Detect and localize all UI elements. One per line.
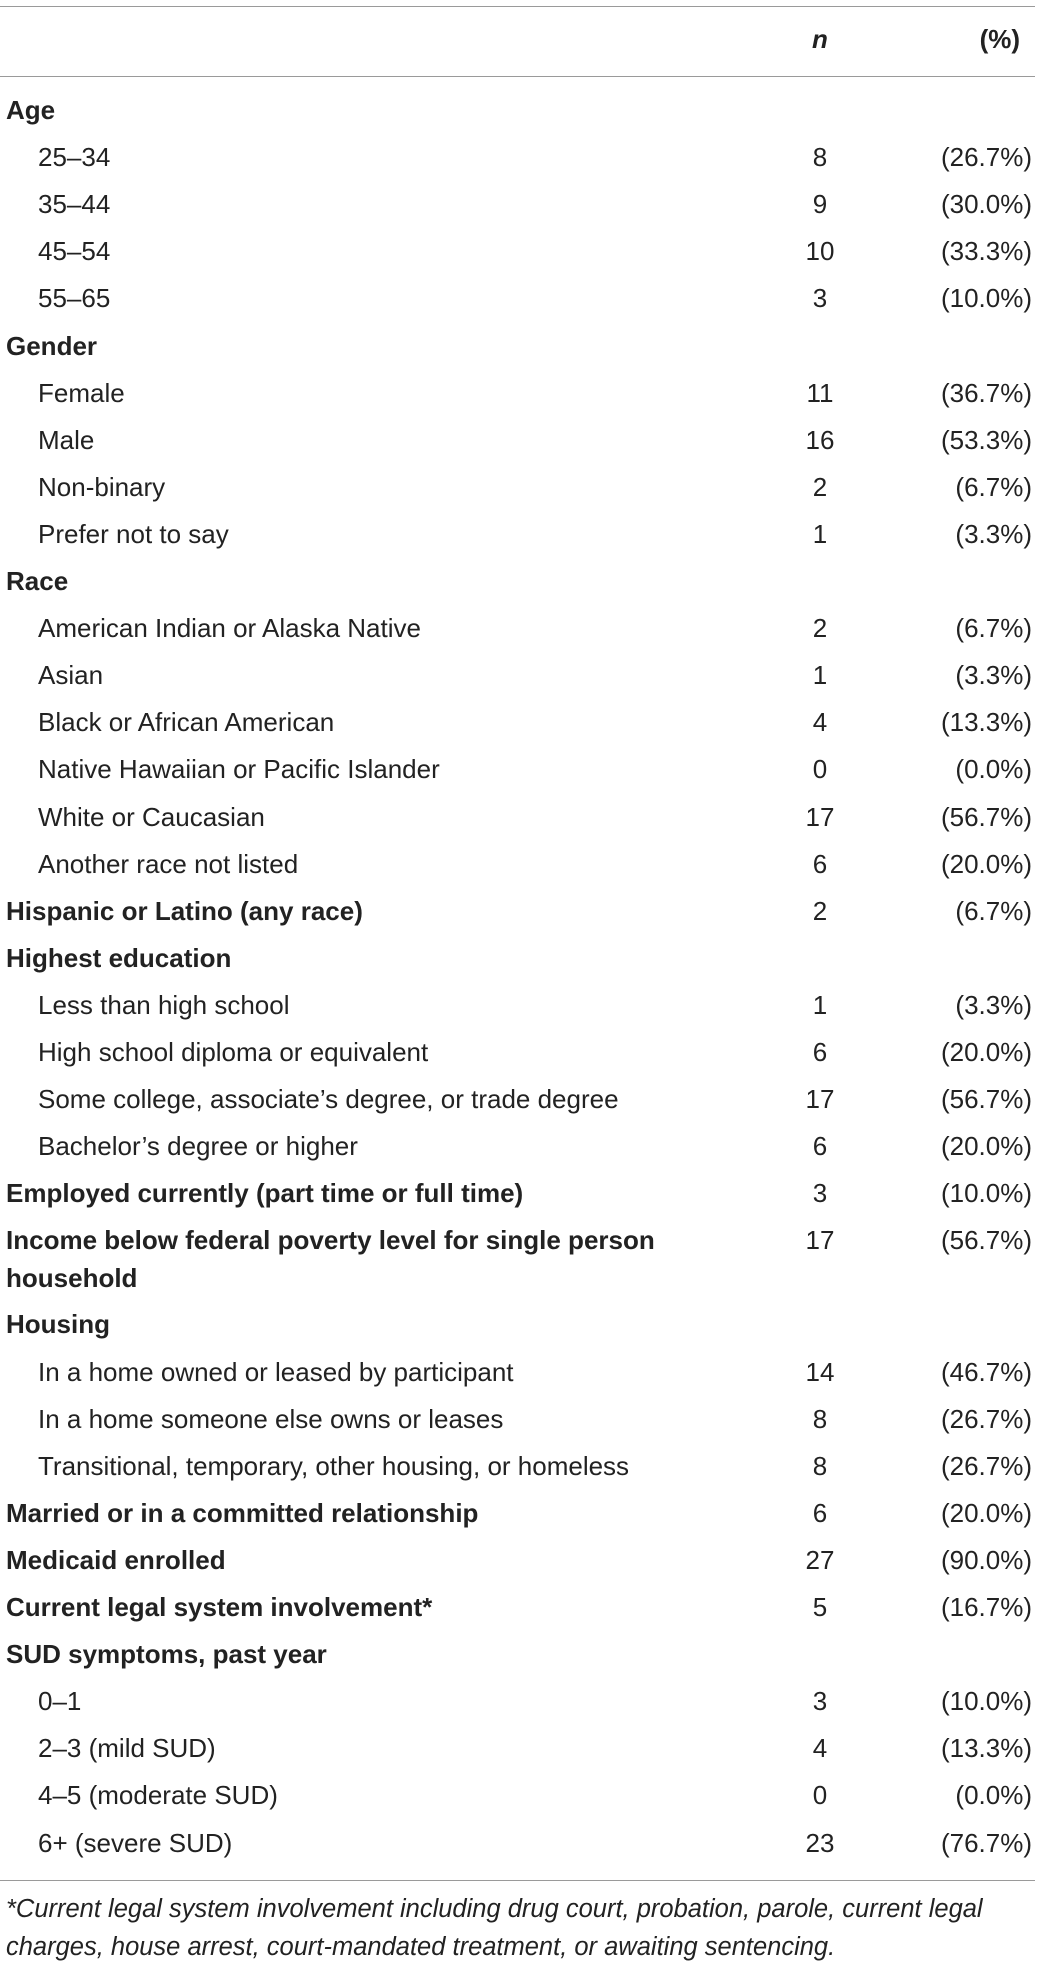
row-n: 2 bbox=[812, 471, 828, 502]
table-row bbox=[0, 746, 1042, 793]
row-n: 17 bbox=[805, 1084, 835, 1115]
row-percent: (90.0%) bbox=[940, 1544, 1032, 1575]
row-label: Asian bbox=[38, 660, 104, 691]
table-row bbox=[0, 228, 1042, 275]
row-n: 2 bbox=[812, 613, 828, 644]
row-label: Age bbox=[6, 95, 56, 125]
row-n: 17 bbox=[805, 1225, 835, 1256]
row-percent: (56.7%) bbox=[940, 1084, 1032, 1115]
row-label: SUD symptoms, past year bbox=[6, 1639, 327, 1670]
row-n: 6 bbox=[812, 848, 828, 879]
row-percent: (6.7%) bbox=[955, 895, 1032, 926]
row-label: Gender bbox=[6, 330, 98, 361]
row-label: Black or African American bbox=[38, 707, 335, 738]
table-row bbox=[0, 1301, 1042, 1348]
row-percent: (30.0%) bbox=[940, 189, 1032, 220]
table-row bbox=[0, 935, 1042, 982]
row-n: 4 bbox=[812, 707, 828, 738]
table-row bbox=[0, 1170, 1042, 1217]
footnote: *Current legal system involvement including drug court, probation, parole, current legal charges, house arrest, court-mandated treatment, or awaiting sentencing. bbox=[6, 1895, 983, 1961]
table-row bbox=[0, 699, 1042, 746]
row-n: 4 bbox=[812, 1733, 828, 1764]
table-row bbox=[0, 1217, 1042, 1301]
row-percent: (3.3%) bbox=[955, 989, 1032, 1020]
row-percent: (6.7%) bbox=[955, 471, 1032, 502]
row-n: 8 bbox=[812, 1450, 828, 1481]
row-n: 0 bbox=[812, 1780, 828, 1811]
row-percent: (0.0%) bbox=[955, 1780, 1032, 1811]
row-n: 10 bbox=[805, 236, 835, 267]
row-percent: (20.0%) bbox=[940, 1037, 1032, 1067]
row-n: 2 bbox=[812, 895, 828, 926]
row-label: Male bbox=[38, 424, 95, 455]
row-percent: (46.7%) bbox=[940, 1356, 1032, 1387]
table-row bbox=[0, 1584, 1042, 1631]
row-label: 0–1 bbox=[38, 1686, 82, 1717]
row-label: Income below federal poverty level for single person household bbox=[6, 1225, 655, 1294]
row-n: 9 bbox=[812, 189, 828, 220]
row-label: Non-binary bbox=[38, 471, 166, 502]
header-rule bbox=[0, 76, 1035, 77]
row-label: Medicaid enrolled bbox=[6, 1544, 226, 1575]
table-row bbox=[0, 464, 1042, 511]
table-row bbox=[0, 558, 1042, 605]
row-n: 8 bbox=[812, 142, 828, 173]
row-label: Female bbox=[38, 377, 125, 408]
row-percent: (20.0%) bbox=[940, 1131, 1032, 1162]
row-label: Transitional, temporary, other housing, or homeless bbox=[38, 1450, 630, 1481]
row-label: Less than high school bbox=[38, 989, 290, 1020]
row-n: 14 bbox=[805, 1356, 835, 1387]
row-label: 2–3 (mild SUD) bbox=[38, 1733, 216, 1764]
row-label: 35–44 bbox=[38, 189, 111, 220]
table-row bbox=[0, 87, 1042, 134]
row-label: 45–54 bbox=[38, 236, 111, 267]
row-label: Married or in a committed relationship bbox=[6, 1497, 479, 1528]
row-label: 25–34 bbox=[38, 142, 111, 173]
row-percent: (26.7%) bbox=[940, 1403, 1032, 1434]
table-row bbox=[0, 1490, 1042, 1537]
table-row bbox=[0, 417, 1042, 464]
row-label: In a home owned or leased by participant bbox=[38, 1356, 514, 1387]
row-label: 55–65 bbox=[38, 283, 111, 314]
bottom-rule bbox=[0, 1880, 1035, 1881]
row-percent: (0.0%) bbox=[955, 754, 1032, 785]
row-percent: (16.7%) bbox=[940, 1592, 1032, 1622]
row-label: American Indian or Alaska Native bbox=[38, 613, 421, 644]
row-n: 3 bbox=[812, 283, 828, 314]
table-row bbox=[0, 275, 1042, 322]
row-label: Employed currently (part time or full time) bbox=[6, 1178, 524, 1209]
row-percent: (76.7%) bbox=[940, 1827, 1032, 1858]
row-percent: (13.3%) bbox=[940, 707, 1032, 738]
row-n: 1 bbox=[812, 989, 828, 1020]
row-label: Housing bbox=[6, 1309, 110, 1340]
table-row bbox=[0, 181, 1042, 228]
row-n: 1 bbox=[812, 518, 828, 549]
row-percent: (3.3%) bbox=[955, 660, 1032, 691]
row-percent: (20.0%) bbox=[940, 848, 1032, 879]
table-row bbox=[0, 1537, 1042, 1584]
table-row bbox=[0, 888, 1042, 935]
table-row bbox=[0, 1443, 1042, 1490]
row-n: 3 bbox=[812, 1178, 828, 1209]
row-label: Bachelor’s degree or higher bbox=[38, 1131, 358, 1162]
row-n: 27 bbox=[805, 1544, 835, 1575]
row-n: 3 bbox=[812, 1686, 828, 1717]
row-n: 11 bbox=[806, 377, 834, 408]
row-percent: (26.7%) bbox=[940, 1450, 1032, 1481]
table-row bbox=[0, 794, 1042, 841]
row-label: Some college, associate’s degree, or trade degree bbox=[38, 1084, 619, 1115]
table-row bbox=[0, 1076, 1042, 1123]
row-label: High school diploma or equivalent bbox=[38, 1037, 429, 1067]
row-label: Prefer not to say bbox=[38, 518, 229, 549]
row-label: In a home someone else owns or leases bbox=[38, 1403, 504, 1434]
table-row bbox=[0, 652, 1042, 699]
table-row bbox=[0, 1772, 1042, 1819]
row-percent: (10.0%) bbox=[940, 283, 1032, 314]
row-percent: (56.7%) bbox=[940, 801, 1032, 832]
row-label: Current legal system involvement* bbox=[6, 1592, 433, 1622]
row-percent: (33.3%) bbox=[940, 236, 1032, 267]
row-n: 6 bbox=[812, 1131, 828, 1162]
row-percent: (6.7%) bbox=[955, 613, 1032, 644]
table-row bbox=[0, 841, 1042, 888]
table-row bbox=[0, 370, 1042, 417]
row-n: 6 bbox=[812, 1037, 828, 1067]
row-percent: (26.7%) bbox=[940, 142, 1032, 173]
row-n: 16 bbox=[805, 424, 835, 455]
header-row bbox=[0, 16, 1042, 63]
row-percent: (36.7%) bbox=[940, 377, 1032, 408]
row-label: 4–5 (moderate SUD) bbox=[38, 1780, 278, 1811]
row-percent: (3.3%) bbox=[955, 518, 1032, 549]
header-n: n bbox=[812, 24, 828, 54]
row-label: Hispanic or Latino (any race) bbox=[6, 895, 363, 926]
row-n: 23 bbox=[805, 1827, 835, 1858]
row-label: White or Caucasian bbox=[38, 801, 265, 832]
table-row bbox=[0, 605, 1042, 652]
table-row bbox=[0, 134, 1042, 181]
row-percent: (10.0%) bbox=[940, 1686, 1032, 1717]
row-label: Another race not listed bbox=[38, 848, 299, 879]
header-percent: (%) bbox=[979, 24, 1020, 54]
table-row bbox=[0, 1123, 1042, 1170]
row-n: 1 bbox=[812, 660, 828, 691]
row-label: Highest education bbox=[6, 942, 232, 973]
table-row bbox=[0, 982, 1042, 1029]
table-row bbox=[0, 1725, 1042, 1772]
row-label: 6+ (severe SUD) bbox=[38, 1827, 233, 1858]
row-n: 6 bbox=[812, 1497, 828, 1528]
table-row bbox=[0, 1678, 1042, 1725]
row-label: Native Hawaiian or Pacific Islander bbox=[38, 754, 440, 785]
table-row bbox=[0, 1820, 1042, 1867]
top-rule bbox=[0, 6, 1035, 7]
table-row bbox=[0, 1631, 1042, 1678]
row-percent: (56.7%) bbox=[940, 1225, 1032, 1256]
table-row bbox=[0, 1396, 1042, 1443]
row-n: 5 bbox=[812, 1592, 828, 1622]
row-label: Race bbox=[6, 566, 69, 596]
row-percent: (10.0%) bbox=[940, 1178, 1032, 1209]
table-row bbox=[0, 323, 1042, 370]
table-row bbox=[0, 1349, 1042, 1396]
row-n: 0 bbox=[812, 754, 828, 785]
row-percent: (20.0%) bbox=[940, 1497, 1032, 1528]
table-row bbox=[0, 511, 1042, 558]
row-percent: (53.3%) bbox=[940, 424, 1032, 455]
row-percent: (13.3%) bbox=[940, 1733, 1032, 1764]
table-row bbox=[0, 1029, 1042, 1076]
row-n: 8 bbox=[812, 1403, 828, 1434]
row-n: 17 bbox=[805, 801, 835, 832]
